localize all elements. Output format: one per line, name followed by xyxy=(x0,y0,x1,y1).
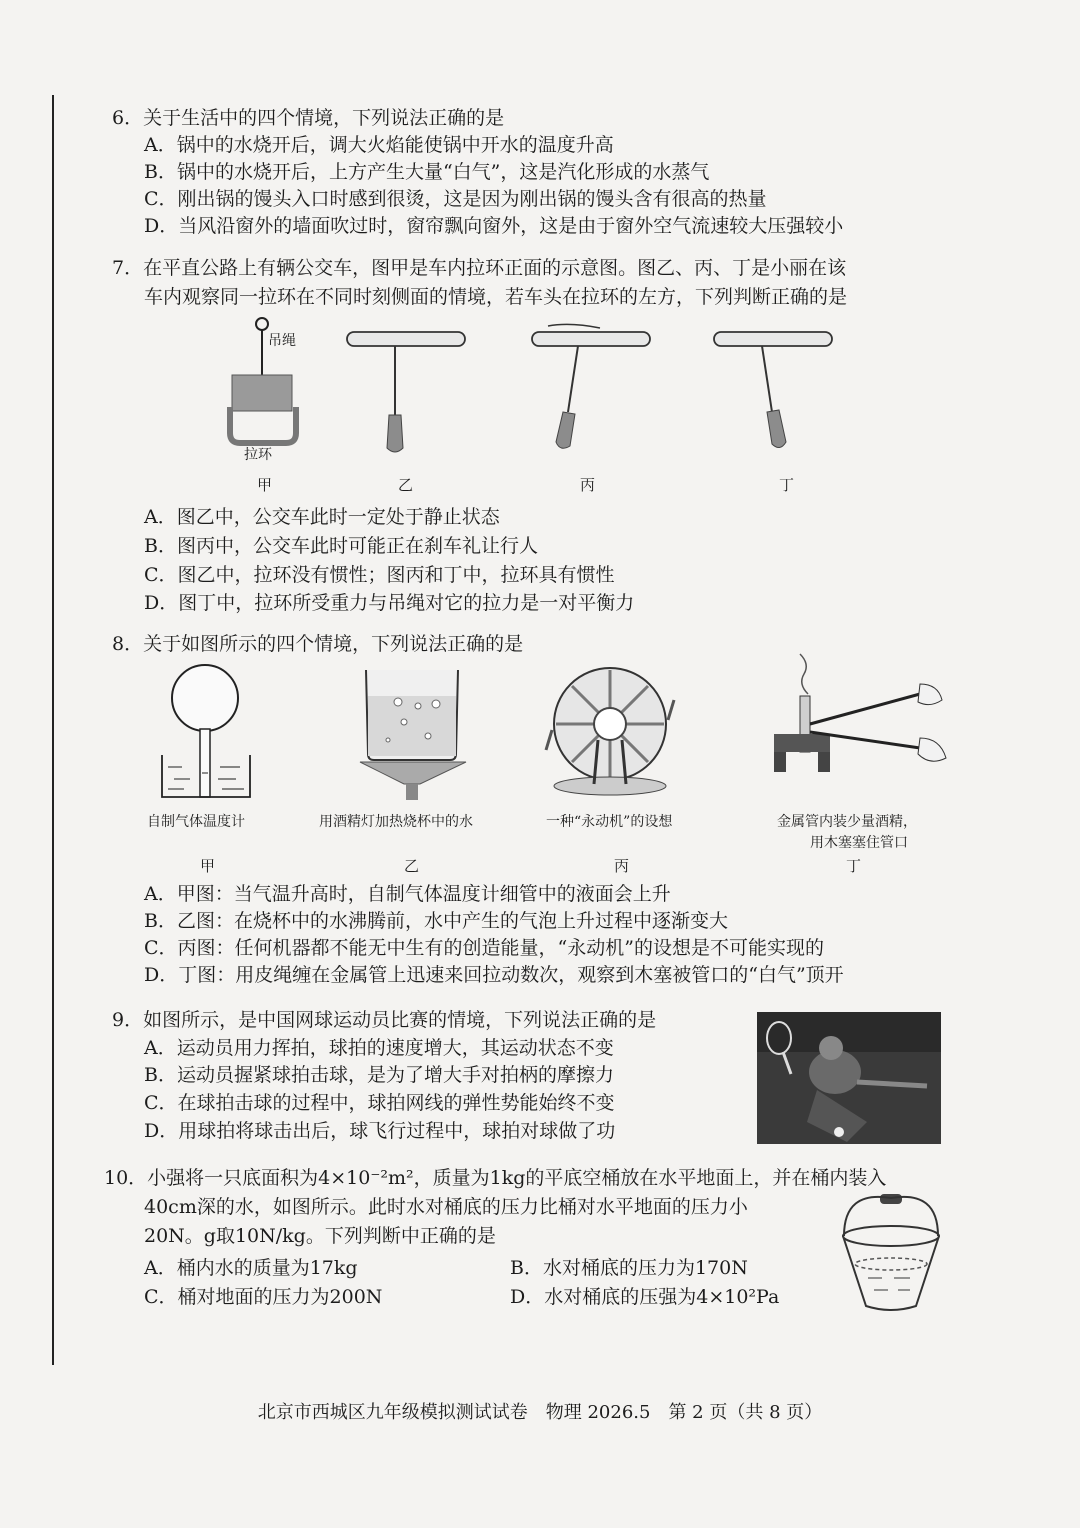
q8-stem: 8．关于如图所示的四个情境，下列说法正确的是 xyxy=(112,633,524,655)
q8-option-c: C．丙图：任何机器都不能无中生有的创造能量，“永动机”的设想是不可能实现的 xyxy=(144,937,824,959)
q8-letter-yi: 乙 xyxy=(404,857,420,875)
q7-label-rope: 吊绳 xyxy=(268,333,296,349)
q10-option-d: D．水对桶底的压强为4×10²Pa xyxy=(510,1286,780,1308)
q8-option-b: B．乙图：在烧杯中的水沸腾前，水中产生的气泡上升过程中逐渐变大 xyxy=(144,910,728,932)
q8-caption-metal-tube-2: 用木塞塞住管口 xyxy=(810,835,908,851)
page-footer: 北京市西城区九年级模拟测试试卷 物理 2026.5 第 2 页（共 8 页） xyxy=(257,1402,823,1423)
q8-figure-beaker xyxy=(358,666,473,804)
q7-option-d: D．图丁中，拉环所受重力与吊绳对它的拉力是一对平衡力 xyxy=(144,592,635,614)
q8-caption-beaker: 用酒精灯加热烧杯中的水 xyxy=(319,814,473,830)
q8-caption-metal-tube-1: 金属管内装少量酒精， xyxy=(777,814,917,830)
q10-option-b: B．水对桶底的压力为170N xyxy=(510,1257,748,1279)
q8-letter-jia: 甲 xyxy=(200,857,216,875)
q7-stem-line2: 车内观察同一拉环在不同时刻侧面的情境，若车头在拉环的左方，下列判断正确的是 xyxy=(144,286,848,308)
q7-figure-side-view-ding xyxy=(712,330,836,460)
q8-letter-ding: 丁 xyxy=(846,857,862,875)
q8-figure-metal-tube xyxy=(770,654,950,776)
q7-caption-ding: 丁 xyxy=(779,476,795,494)
q7-figure-side-view-bing xyxy=(530,330,654,460)
q6-option-d: D．当风沿窗外的墙面吹过时，窗帘飘向窗外，这是由于窗外空气流速较大压强较小 xyxy=(144,215,844,237)
q7-option-a: A．图乙中，公交车此时一定处于静止状态 xyxy=(144,506,500,528)
q9-stem: 9．如图所示，是中国网球运动员比赛的情境，下列说法正确的是 xyxy=(112,1009,657,1031)
q10-stem-line2: 40cm深的水，如图所示。此时水对桶底的压力比桶对水平地面的压力小 xyxy=(144,1196,748,1218)
q10-option-a: A．桶内水的质量为17kg xyxy=(144,1257,358,1279)
q7-caption-bing: 丙 xyxy=(580,476,596,494)
q7-option-c: C．图乙中，拉环没有惯性；图丙和丁中，拉环具有惯性 xyxy=(144,564,615,586)
q10-stem-line3: 20N。g取10N/kg。下列判断中正确的是 xyxy=(144,1225,496,1247)
q6-option-a: A．锅中的水烧开后，调大火焰能使锅中开水的温度升高 xyxy=(144,134,614,156)
q6-option-b: B．锅中的水烧开后，上方产生大量“白气”，这是汽化形成的水蒸气 xyxy=(144,161,710,183)
q8-figure-perpetual-motion xyxy=(540,660,680,800)
q7-label-ring: 拉环 xyxy=(244,447,272,463)
q8-option-d: D．丁图：用皮绳缠在金属管上迅速来回拉动数次，观察到木塞被管口的“白气”顶开 xyxy=(144,964,844,986)
q10-figure-bucket xyxy=(838,1190,948,1315)
q6-stem: 6．关于生活中的四个情境，下列说法正确的是 xyxy=(112,107,505,129)
q9-option-c: C．在球拍击球的过程中，球拍网线的弹性势能始终不变 xyxy=(144,1092,615,1114)
q7-caption-jia: 甲 xyxy=(257,476,273,494)
q8-letter-bing: 丙 xyxy=(614,857,630,875)
q6-option-c: C．刚出锅的馒头入口时感到很烫，这是因为刚出锅的馒头含有很高的热量 xyxy=(144,188,767,210)
binding-margin-line xyxy=(52,95,54,1365)
q7-figure-front-view xyxy=(222,315,312,455)
q7-figure-side-view-yi xyxy=(345,330,469,460)
q10-stem-line1: 10．小强将一只底面积为4×10⁻²m²，质量为1kg的平底空桶放在水平地面上，并在桶内装入 xyxy=(104,1167,887,1189)
q8-caption-thermometer: 自制气体温度计 xyxy=(147,814,245,830)
q9-option-a: A．运动员用力挥拍，球拍的速度增大，其运动状态不变 xyxy=(144,1037,614,1059)
q8-caption-perpetual-motion: 一种“永动机”的设想 xyxy=(546,814,673,830)
q7-option-b: B．图丙中，公交车此时可能正在刹车礼让行人 xyxy=(144,535,538,557)
q7-stem-line1: 7．在平直公路上有辆公交车，图甲是车内拉环正面的示意图。图乙、丙、丁是小丽在该 xyxy=(112,257,847,279)
q7-caption-yi: 乙 xyxy=(398,476,414,494)
q8-option-a: A．甲图：当气温升高时，自制气体温度计细管中的液面会上升 xyxy=(144,883,671,905)
q9-option-b: B．运动员握紧球拍击球，是为了增大手对拍柄的摩擦力 xyxy=(144,1064,614,1086)
q10-option-c: C．桶对地面的压力为200N xyxy=(144,1286,383,1308)
q9-option-d: D．用球拍将球击出后，球飞行过程中，球拍对球做了功 xyxy=(144,1120,616,1142)
q8-figure-thermometer xyxy=(160,663,260,803)
tennis-player-photo xyxy=(757,1012,941,1144)
